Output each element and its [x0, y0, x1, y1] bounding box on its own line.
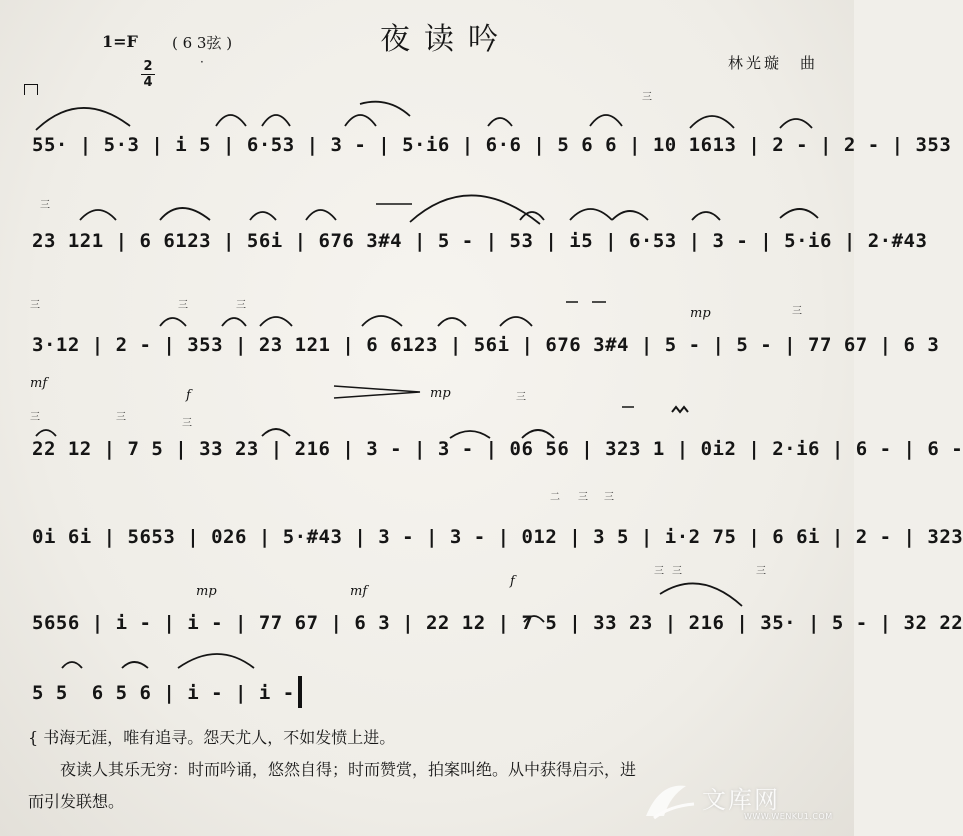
watermark-text: 文库网 — [702, 786, 780, 814]
watermark-logo-icon — [640, 776, 700, 826]
ornament-mark: 三 — [792, 306, 802, 317]
ornament-mark: 三 — [178, 300, 188, 311]
dynamic-mp: mp — [430, 386, 451, 401]
key-signature: 1=F — [102, 32, 138, 51]
dynamic-mf: mf — [30, 376, 48, 391]
watermark — [640, 776, 840, 826]
composer-credit: 林光璇 曲 — [728, 54, 819, 72]
dynamic-mp-3: mp — [196, 584, 217, 599]
dynamic-f-2: f — [510, 574, 515, 589]
ornament-mark-2: 二 — [550, 492, 560, 503]
ornament-mark: 三 — [30, 412, 40, 423]
ornament-mark: 三 — [116, 412, 126, 423]
dynamic-mp-2: mp — [690, 306, 711, 321]
score-line-4: 22 12 | 7 5 | 33 23 | 216 | 3 - | 3 - | 06 56 | 323 1 | 0i2 | 2·i6 | 6 - | 6 - — [32, 438, 963, 460]
ornament-mark: 三 — [30, 300, 40, 311]
ornament-mark: 三 — [236, 300, 246, 311]
watermark-url: WWW.WENKU1.COM — [744, 812, 833, 821]
page-title: 夜读吟 — [380, 22, 512, 57]
ornament-mark: 三 — [182, 418, 192, 429]
time-signature-bottom: 4 — [143, 75, 153, 90]
score-line-5: 0i 6i | 5653 | 026 | 5·#43 | 3 - | 3 - | 012 | 3 5 | i·2 75 | 6 6i | 2 - | 323 — [32, 526, 963, 548]
ornament-mark: 三 — [654, 566, 664, 577]
score-line-3: 3·12 | 2 - | 353 | 23 121 | 6 6123 | 56i | 676 3#4 | 5 - | 5 - | 77 67 | 6 3 — [32, 334, 940, 356]
ornament-mark: 三 — [516, 392, 526, 403]
ornament-mark: 三 — [642, 92, 652, 103]
dynamic-f: f — [186, 388, 191, 403]
tuning-label: ( 6 3弦 ) — [172, 34, 233, 52]
score-line-6: 5656 | i - | i - | 77 67 | 6 3 | 22 12 | 7 5 | 33 23 | 216 | 35· | 5 - | 32 22 — [32, 612, 963, 634]
dynamic-mf-2: mf — [350, 584, 368, 599]
ornament-mark: 三 — [40, 200, 50, 211]
time-signature-top: 2 — [143, 59, 153, 74]
ornament-mark: 三 — [578, 492, 588, 503]
final-barline — [298, 676, 302, 708]
tuning-dot: · — [200, 55, 204, 69]
description-line-1: { 书海无涯，唯有追寻。怨天尤人，不如发愤上进。 — [28, 728, 396, 747]
description-line-2: 夜读人其乐无穷：时而吟诵，悠然自得；时而赞赏，拍案叫绝。从中获得启示，进 — [60, 760, 637, 779]
ornament-mark: 三 — [604, 492, 614, 503]
score-line-7: 5 5 6 5 6 | i - | i - — [32, 682, 295, 704]
score-line-2: 23 121 | 6 6123 | 56i | 676 3#4 | 5 - | 53 | i5 | 6·53 | 3 - | 5·i6 | 2·#43 — [32, 230, 928, 252]
score-line-1: 55· | 5·3 | i 5 | 6·53 | 3 - | 5·i6 | 6·6 | 5 6 6 | 10 1613 | 2 - | 2 - | 353 — [32, 134, 952, 156]
description-line-3: 而引发联想。 — [28, 792, 125, 811]
ornament-mark: 三 — [672, 566, 682, 577]
ornament-mark: 三 — [756, 566, 766, 577]
